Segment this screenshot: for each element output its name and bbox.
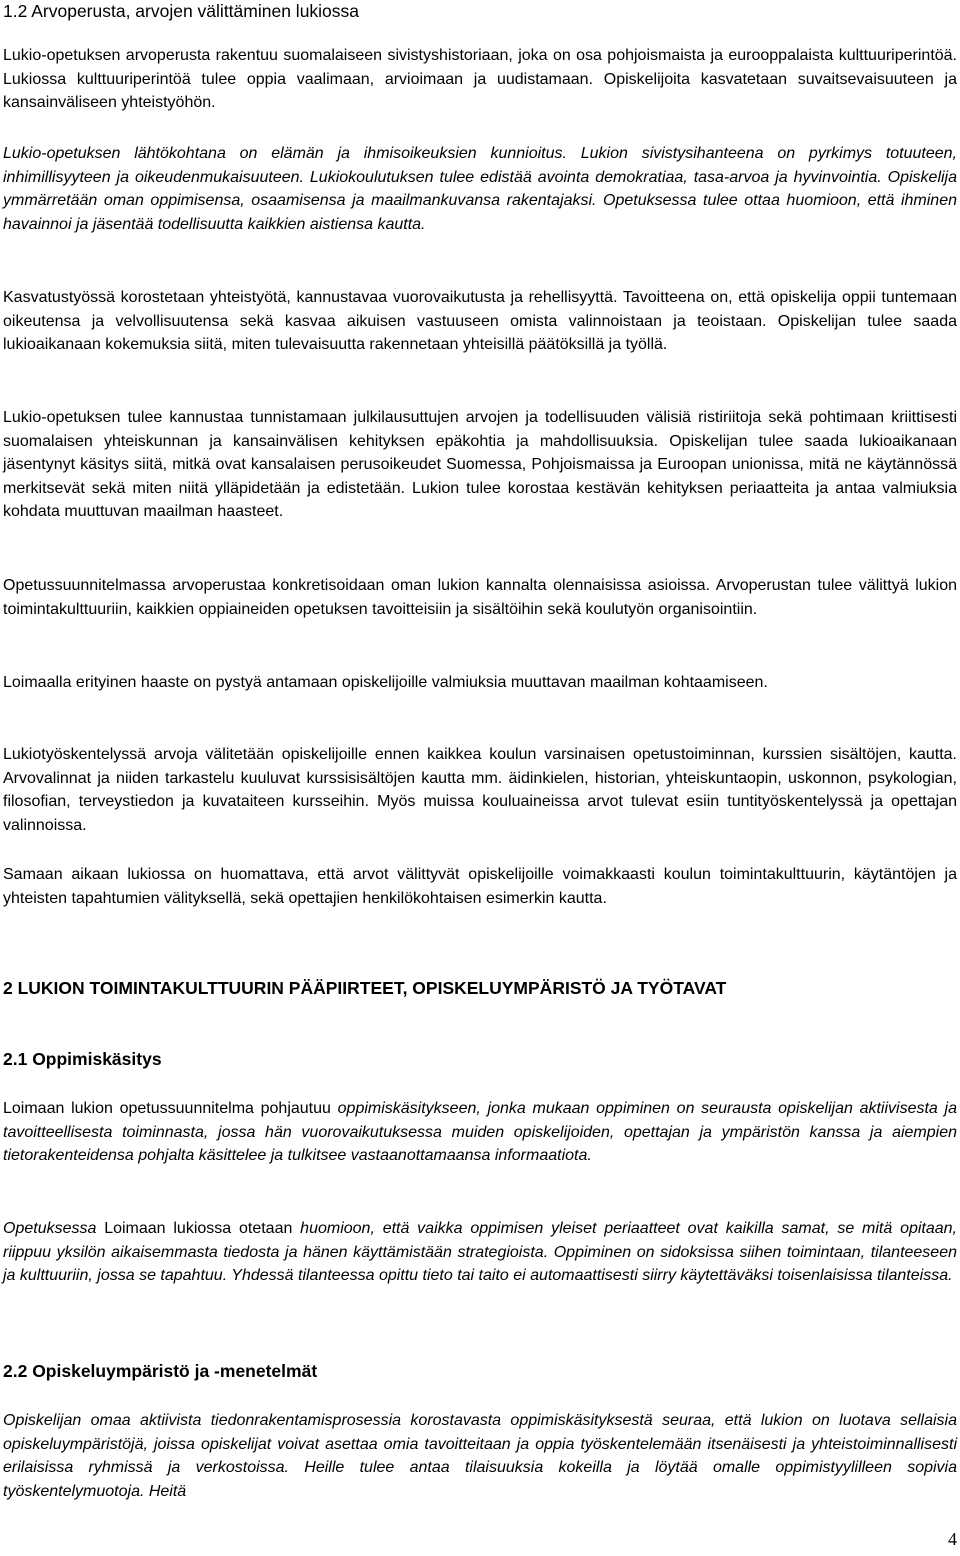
section-heading-1-2: 1.2 Arvoperusta, arvojen välittäminen lukiossa — [3, 1, 360, 21]
text-run: Loimaan lukion opetussuunnitelma pohjautuu — [3, 1100, 338, 1117]
page-number: 4 — [948, 1529, 957, 1549]
paragraph: Opetussuunnitelmassa arvoperustaa konkretisoidaan oman lukion kannalta olennaisissa asioissa. Arvoperustan tulee välittyä lukion toimintakulttuuriin, kaikkien oppiaineiden opetuksen tavoitteisiin ja sisältöihin sekä koulutyön organisointiin. — [3, 577, 957, 618]
paragraph: Kasvatustyössä korostetaan yhteistyötä, kannustavaa vuorovaikutusta ja rehellisyyttä. Tavoitteena on, että opiskelija oppii tuntemaan oikeutensa ja velvollisuutensa sekä kasvaa aikuisen vastuuseen omista valinnoistaan ja teoistaan. Opiskelijan tulee saada lukioaikanaan kokemuksia siitä, miten tulevaisuutta rakennetaan yhteisillä päätöksillä ja työllä. — [3, 289, 957, 353]
text-run-italic: huomioon, että vaikka oppimisen yleiset periaatteet ovat kaikilla samat, se mitä opitaan, riippuu yksilön aikaisemmasta tiedosta ja hänen käyttämistään strategioista. Oppiminen on sidoksissa siihen toimintaan, tilanteeseen ja kulttuuriin, jossa se tapahtuu. Yhdessä tilanteessa opittu tieto tai taito ei automaattisesti siirry käytettäväksi toisenlaisissa tilanteissa. — [3, 1220, 957, 1284]
paragraph: Lukiotyöskentelyssä arvoja välitetään opiskelijoille ennen kaikkea koulun varsinaisen opetustoiminnan, kurssien sisältöjen, kautta. Arvovalinnat ja niiden tarkastelu kuuluvat kurssisisältöjen kautta mm. äidinkielen, historian, yhteiskuntaopin, uskonnon, psykologian, filosofian, terveystiedon ja kuvataiteen kursseihin. Myös muissa kouluaineissa arvot tulevat esiin tuntityöskentelyssä ja opettajan valinnoissa. — [3, 746, 957, 834]
paragraph: Opiskelijan omaa aktiivista tiedonrakentamisprosessia korostavasta oppimiskäsityksestä seuraa, että lukion on luotava sellaisia opiskeluympäristöjä, joissa opiskelijat voivat asettaa omia tavoitteitaan ja oppia työskentelemään itsenäisesti ja yhteistoiminnallisesti erilaisissa ryhmissä ja verkostoissa. Heille tulee antaa tilaisuuksia kokeilla ja löytää omalle oppimistyylilleen sopivia työskentelymuotoja. Heitä — [3, 1412, 957, 1500]
section-heading-2-1: 2.1 Oppimiskäsitys — [3, 1049, 162, 1069]
section-heading-2-2: 2.2 Opiskeluympäristö ja -menetelmät — [3, 1361, 318, 1381]
paragraph: Lukio-opetuksen tulee kannustaa tunnistamaan julkilausuttujen arvojen ja todellisuuden välisiä ristiriitoja sekä pohtimaan kriittisesti suomalaisen yhteiskunnan ja kansainvälisen kehityksen epäkohtia ja mahdollisuuksia. Opiskelijan tulee saada lukioaikanaan jäsentynyt käsitys siitä, mitkä ovat kansalaisen perusoikeudet Suomessa, Pohjoismaissa ja Euroopan unionissa, mitä ne käytännössä merkitsevät sekä miten niitä ylläpidetään ja edistetään. Lukion tulee korostaa kestävän kehityksen periaatteita ja antaa valmiuksia kohdata muuttuvan maailman haasteet. — [3, 409, 957, 520]
text-run: Loimaan lukiossa otetaan — [104, 1220, 293, 1237]
text-run-italic: oppimiskäsitykseen, jonka mukaan oppiminen on seurausta opiskelijan aktiivisesta ja tavoitteellisesta toiminnasta, jossa hän vuorovaikutuksessa muiden opiskelijoiden, opettajan ja ympäristön kanssa ja aiempien tietorakenteidensa pohjalta käsittelee ja tulkitsee vastaanottamaansa informaatiota. — [3, 1100, 957, 1164]
paragraph: Lukio-opetuksen arvoperusta rakentuu suomalaiseen sivistyshistoriaan, joka on osa pohjoismaista ja eurooppalaista kulttuuriperintöä. Lukiossa kulttuuriperintöä tulee oppia vaalimaan, arvioimaan ja uudistamaan. Opiskelijoita kasvatetaan suvaitsevaisuuteen ja kansainväliseen yhteistyöhön. — [3, 47, 957, 111]
paragraph: Loimaalla erityinen haaste on pystyä antamaan opiskelijoille valmiuksia muuttavan maailman kohtaamiseen. — [3, 674, 768, 691]
section-heading-2: 2 LUKION TOIMINTAKULTTUURIN PÄÄPIIRTEET, OPISKELUYMPÄRISTÖ JA TYÖTAVAT — [3, 978, 727, 998]
text-run-italic: Opetuksessa — [3, 1220, 105, 1237]
paragraph: Samaan aikaan lukiossa on huomattava, että arvot välittyvät opiskelijoille voimakkaasti koulun toimintakulttuurin, käytäntöjen ja yhteisten tapahtumien välityksellä, sekä opettajien henkilökohtaisen esimerkin kautta. — [3, 866, 957, 907]
paragraph: Lukio-opetuksen lähtökohtana on elämän ja ihmisoikeuksien kunnioitus. Lukion sivistysihanteena on pyrkimys totuuteen, inhimillisyyteen ja oikeudenmukaisuuteen. Lukiokoulutuksen tulee edistää avointa demokratiaa, tasa-arvoa ja hyvinvointia. Opiskelija ymmärretään oman oppimisensa, osaamisensa ja maailmankuvansa rakentajaksi. Opetuksessa tulee ottaa huomioon, että ihminen havainnoi ja jäsentää todellisuutta kaikkien aistiensa kautta. — [3, 145, 957, 233]
paragraph — [3, 1097, 957, 1168]
paragraph — [3, 1217, 957, 1288]
